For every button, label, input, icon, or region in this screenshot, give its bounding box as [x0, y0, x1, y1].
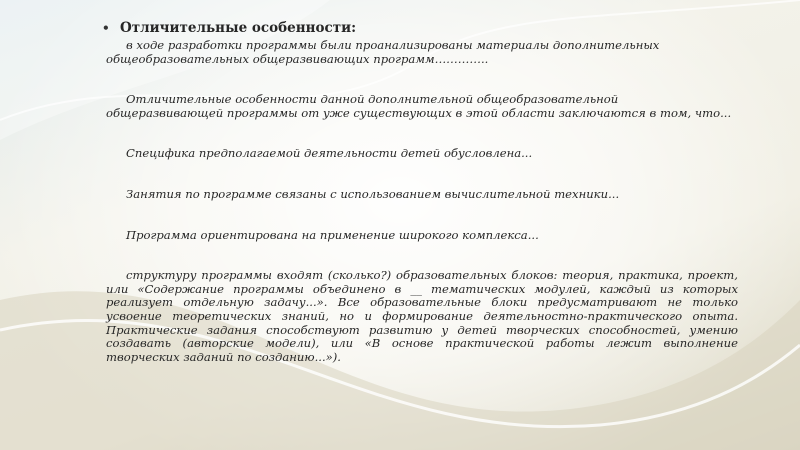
paragraph-computing: Занятия по программе связаны с использованием вычислительной техники...	[126, 186, 620, 201]
slide-heading	[102, 20, 738, 36]
slide-content	[102, 20, 738, 364]
paragraph-activity-specifics: Специфика предполагаемой деятельности детей обусловлена...	[126, 146, 533, 161]
bullet-icon: •	[102, 21, 110, 35]
heading-text: Отличительные особенности:	[120, 20, 357, 36]
paragraph-program-structure: структуру программы входят (сколько?) образовательных блоков: теория, практика, проект, или «Содержание программы объединено в __ тематических модулей, каждый из которых реализует отдельную задачу...». Все образовательные блоки предусматривают не только усвоение теоретических знаний, но и формирование деятельностно-практического опыта. Практические задания способствуют развитию у детей творческих способностей, умению создавать (авторские модели), или «В основе практической работы лежит выполнение творческих заданий по созданию...»).	[106, 268, 738, 364]
paragraph-analysis: в ходе разработки программы были проанализированы материалы дополнительных общеобразовательных общеразвивающих программ…………..	[106, 38, 660, 66]
paragraph-orientation: Программа ориентирована на применение широкого комплекса...	[126, 227, 539, 242]
paragraph-distinctive-features: Отличительные особенности данной дополнительной общеобразовательной общеразвивающей программы от уже существующих в этой области заключаются в том, что...	[106, 92, 732, 120]
